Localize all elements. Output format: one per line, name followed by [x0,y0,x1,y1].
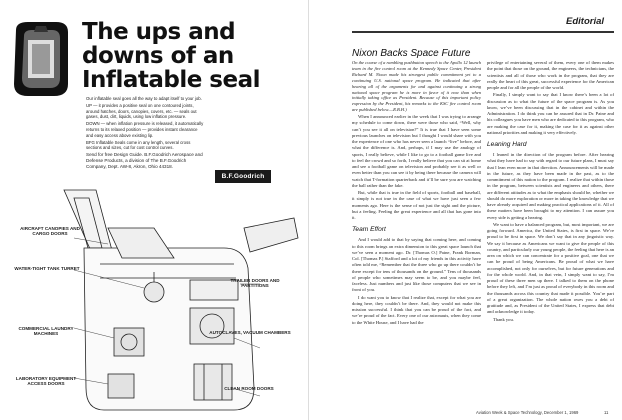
subhead-leaning-hard: Leaning Hard [487,141,527,148]
label-tank-turret: WATER-TIGHT TANK TURRET [14,266,80,271]
subhead-team-effort: Team Effort [352,226,386,234]
bfgoodrich-logo: B.F.Goodrich [215,170,271,183]
ad-paragraph: DOWN — when inflation pressure is released, it automatically returns to its relaxed position — provides instant clearance and easy access above existing lip. [86,121,204,138]
article-paragraph: I leaned in the direction of the program before. After hearing what they have had to say with regard to our future plans, I must say that I lean even more in that direction. Announcements will be made in the future, as they have been made in the past, as to the commitment of this nation to the program. I realize that within those in the program, between scientists and engineers and others, there are different attitudes as to what the emphasis should be, whether we should do more exploration or more in taking the knowledge that we have already acquired and making practical applications of it. All of these matters have been brought to my attention. I can assure you every side is getting a hearing. [487,152,614,220]
article-deck: On the course of a rambling pushbutton speech to the Apollo 12 launch team in the fire control room at the Kennedy Space Center, President Richard M. Nixon made his strongest public commitment yet to a continuing U.S. national space program. He indicated that after hearing all of the arguments for and against continuing a strong national space program he is more in favor of it now than when initially taking office as President. Because of this important policy expression by the President, his remarks to the KSC fire control room are published below.—R.B.H.) [352,60,481,113]
article-paragraph: When I announced earlier in the week that I was trying to arrange my schedule to come down, there were those who said, “Well, why can’t you see it all on television?” It is true that I have seen some previous launches on television but I thought I would share with you the experience of one who has never seen a launch “live” before, and what the difference is. And, perhaps, if I may use the analogy of sports, I really believe, while I like to go to a football game live and to feel the crowd and so forth, I really believe that you can sit at home and see a football game on television and probably see it as well or even better than you can see it by being there because the camera will watch that T-formation quarterback and it’ll be sure you are watching the ball rather than the fake. [352,114,481,188]
ad-offer: Send for free Design Guide. B.F.Goodrich Aerospace and Defense Products, a division of The B.F.Goodrich Company, Dept. AW-8, Akron, Ohio 44318. [86,152,203,169]
label-clean-room-doors: CLEAN ROOM DOORS [224,386,274,391]
label-lab-equipment [10,376,82,387]
ad-headline-line: The ups and [82,19,236,45]
label-autoclaves: AUTOCLAVES, VACUUM CHAMBERS [209,330,291,335]
ad-headline-line: Inflatable seal [82,67,261,93]
label-line: TRAILER DOORS AND [230,278,280,283]
page-gutter [308,0,309,420]
ad-headline [82,20,297,92]
ad-paragraph: UP — it provides a positive seal on one contoured joints, around hatches, doors, canopies, covers, etc. — seals out gases, dust, dirt, liquids, using low inflation pressure. [86,103,197,120]
label-aircraft-canopies [14,226,86,237]
ad-headline-line: downs of an [82,43,234,69]
article-title: Nixon Backs Space Future [352,48,471,59]
article-column-left [352,60,481,410]
section-label: Editorial [566,16,605,27]
article-paragraph: Finally, I simply want to say that I know there’s been a lot of discussion as to what the future of the space program is. As you know, we’ve been discussing that in the cabinet and within the Administration. I do think you can be assured that in Dr. Paine and his colleagues you have men who are dedicated to this program, who are making the case for it, making the case for it as against other national priorities and making it very effectively. [487,92,614,135]
section-rule [352,31,614,33]
article-paragraph: Thank you. [493,316,514,322]
label-line: PARTITIONS [241,283,269,289]
label-line: CARGO DOORS [32,231,68,237]
article-paragraph: privilege of entertaining several of them, every one of them makes the point that those on the ground, the engineers, the technicians, the scientists and all of those who work in the program, that they are really the heart of this great, successful experience for the American people and for all the people of the world. [487,60,614,90]
article-paragraph: And I would add to that by saying that coming here, and coming to this room brings an extra dimension to this great space launch that we’ve seen a moment ago. Dr. [Thomas O.] Paine, Frank Borman, Col. [Thomas P.] Stafford and a lot of my friends in this activity have often told me, “Remember that the three who go up there couldn’t be there except for tens of thousands on the ground.” Tens of thousands of people who sometimes may seem to be, and you maybe feel, faceless. Just numbers and just like those computers that we see in front of you. [352,237,481,293]
label-trailer-doors [222,278,288,289]
ad-paragraph: BFG Inflatable Seals come in any length, several cross sections and sizes, cut for cost control curves. [86,139,191,151]
article-paragraph: I do want you to know that I realize that, except for what you are doing here, they couldn’t be there. And, they would not make this mission successful. I think that you can be proud of the fact, and we’re proud of the fact. Every one of our astronauts, when they come to the White House, and I have had the [352,294,481,325]
label-line: AIRCRAFT CANOPIES AND [20,226,80,231]
label-line: LABORATORY EQUIPMENT [15,376,77,381]
inflatable-seal-photo [6,18,76,100]
article-paragraph: But, while that is true in the field of sports, football and baseball, it simply is not true in the case of what we have just seen a few moments ago. Here is the sense of not just the sight and the picture, but a feeling. Feeling the great experience and all that has gone into it. [352,190,481,221]
article-paragraph: We want to have a balanced program, but, most important, we are going forward. America, the United States, is first in space. We’re proud to be first in space. We don’t say that in any jingoistic way. We say it because as Americans we want to give the people of this country, and particularly our young people, the feeling that here is an area on which we can concentrate for a positive goal, one that we can be proud of being Americans. Be proud of what we have accomplished, not only for ourselves, but for future generations and for the whole world. And, in that vein, I simply want to say, I’m proud of these three men up there. I talked to them on the phone before they left, and I’m just as proud of everybody in this room and the thousands across this country that made it possible. You’re part of a great organization. The whole nation owes you a debt of gratitude and, as President of the United States, I express that debt and acknowledge it today. [487,221,614,315]
label-line: ACCESS DOORS [27,381,65,387]
ad-body-copy [86,96,204,171]
label-laundry-machines: COMMERCIAL LAUNDRY MACHINES [18,326,74,337]
page-number: 11 [604,410,609,415]
publication-footer: Aviation Week & Space Technology, December 1, 1969 [476,410,579,415]
goodrich-advertisement [0,0,300,420]
ad-paragraph: Our inflatable seal goes all the way to adapt itself to your job. [86,96,202,101]
article-column-right [487,60,614,410]
